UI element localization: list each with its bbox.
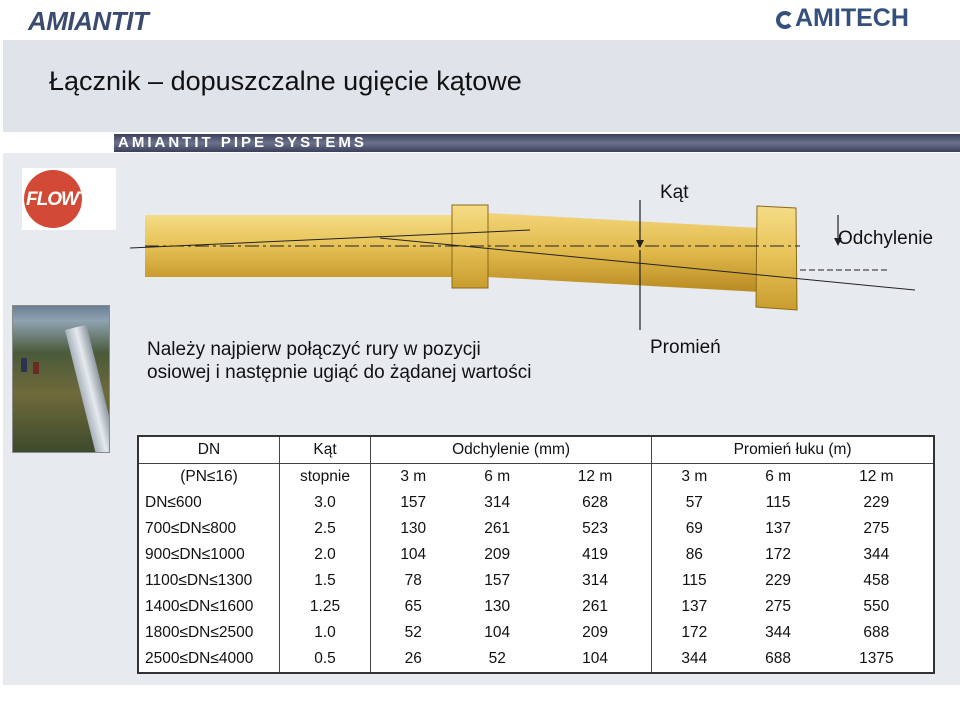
cell-value: 344 <box>765 624 792 641</box>
header-degrees: stopnie <box>280 464 371 491</box>
cell-value: 172 <box>652 620 737 646</box>
cell-value: 26 <box>371 646 456 673</box>
cell-value: 209 <box>582 624 608 641</box>
angle-label: Kąt <box>660 182 689 203</box>
header-dn: DN <box>138 436 280 464</box>
cell-value: 157 <box>371 490 456 516</box>
instruction-text <box>147 338 531 384</box>
header-length: 3 m <box>652 464 737 491</box>
cell-value: 104 <box>484 624 511 641</box>
cell-dn: 900≤DN≤1000 <box>145 546 245 563</box>
cell-value: 78 <box>371 568 456 594</box>
cell-value: 52 <box>371 620 456 646</box>
cell-value: 229 <box>765 572 792 589</box>
amitech-logo-text: AMITECH <box>795 4 909 32</box>
table-row <box>138 568 934 594</box>
cell-value: 688 <box>863 624 890 641</box>
cell-dn: 1800≤DN≤2500 <box>145 624 254 641</box>
cell-value: 157 <box>484 572 511 589</box>
cell-value: 209 <box>484 546 511 563</box>
cell-value: 137 <box>765 520 792 537</box>
cell-value: 65 <box>371 594 456 620</box>
cell-angle: 1.5 <box>280 568 371 594</box>
header-length: 3 m <box>371 464 456 491</box>
amiantit-logo: AMIANTIT <box>28 6 149 36</box>
header-length: 6 m <box>765 468 792 485</box>
table-subheader-row <box>138 464 934 491</box>
cell-angle: 1.25 <box>280 594 371 620</box>
cell-dn: DN≤600 <box>145 494 202 511</box>
deflection-label: Odchylenie <box>838 228 934 249</box>
pipe-systems-banner-text: AMIANTIT PIPE SYSTEMS <box>118 134 367 151</box>
cell-value: 115 <box>652 568 737 594</box>
table-row <box>138 490 934 516</box>
table-row <box>138 646 934 673</box>
header-deflection: Odchylenie (mm) <box>371 436 652 464</box>
flowtite-logo-text: FLOWTITE <box>26 189 116 210</box>
cell-value: 130 <box>371 516 456 542</box>
header-length: 6 m <box>484 468 511 485</box>
radius-label: Promień <box>650 337 721 358</box>
cell-value: 261 <box>582 598 608 615</box>
cell-value: 275 <box>765 598 792 615</box>
table-row <box>138 516 934 542</box>
cell-value: 115 <box>765 494 791 511</box>
cell-dn: 700≤DN≤800 <box>145 520 237 537</box>
cell-value: 628 <box>582 494 608 511</box>
cell-value: 261 <box>484 520 511 537</box>
table-row <box>138 594 934 620</box>
cell-dn: 1400≤DN≤1600 <box>145 598 254 615</box>
cell-value: 229 <box>863 494 890 511</box>
cell-value: 130 <box>484 598 511 615</box>
cell-angle: 3.0 <box>280 490 371 516</box>
cell-value: 344 <box>652 646 737 673</box>
instruction-line-1: Należy najpierw połączyć rury w pozycji <box>147 339 481 360</box>
cell-value: 104 <box>582 650 608 667</box>
cell-value: 458 <box>863 572 890 589</box>
cell-dn: 1100≤DN≤1300 <box>145 572 253 589</box>
cell-value: 275 <box>863 520 890 537</box>
cell-angle: 1.0 <box>280 620 371 646</box>
header-angle: Kąt <box>280 436 371 464</box>
cell-value: 314 <box>582 572 608 589</box>
cell-value: 1375 <box>859 650 894 667</box>
cell-value: 344 <box>863 546 890 563</box>
cell-value: 688 <box>765 650 792 667</box>
cell-angle: 2.5 <box>280 516 371 542</box>
header-radius: Promień łuku (m) <box>652 436 934 464</box>
table-header-row <box>138 436 934 464</box>
cell-angle: 2.0 <box>280 542 371 568</box>
cell-angle: 0.5 <box>280 646 371 673</box>
deflection-table <box>137 435 935 674</box>
instruction-line-2: osiowej i następnie ugiąć do żądanej wartości <box>147 362 532 383</box>
cell-value: 52 <box>488 650 506 667</box>
cell-value: 523 <box>582 520 608 537</box>
page-title: Łącznik – dopuszczalne ugięcie kątowe <box>49 66 522 96</box>
cell-value: 172 <box>765 546 792 563</box>
cell-value: 419 <box>582 546 608 563</box>
cell-value: 69 <box>652 516 737 542</box>
cell-value: 314 <box>484 494 511 511</box>
cell-value: 550 <box>863 598 890 615</box>
table-row <box>138 542 934 568</box>
header-length: 12 m <box>859 468 894 485</box>
cell-value: 104 <box>371 542 456 568</box>
table-row <box>138 620 934 646</box>
cell-dn: 2500≤DN≤4000 <box>145 650 254 667</box>
cell-value: 137 <box>652 594 737 620</box>
header-length: 12 m <box>577 468 613 485</box>
cell-value: 86 <box>652 542 737 568</box>
header-pn: (PN≤16) <box>180 468 238 485</box>
cell-value: 57 <box>652 490 737 516</box>
coupling-right <box>756 206 797 310</box>
